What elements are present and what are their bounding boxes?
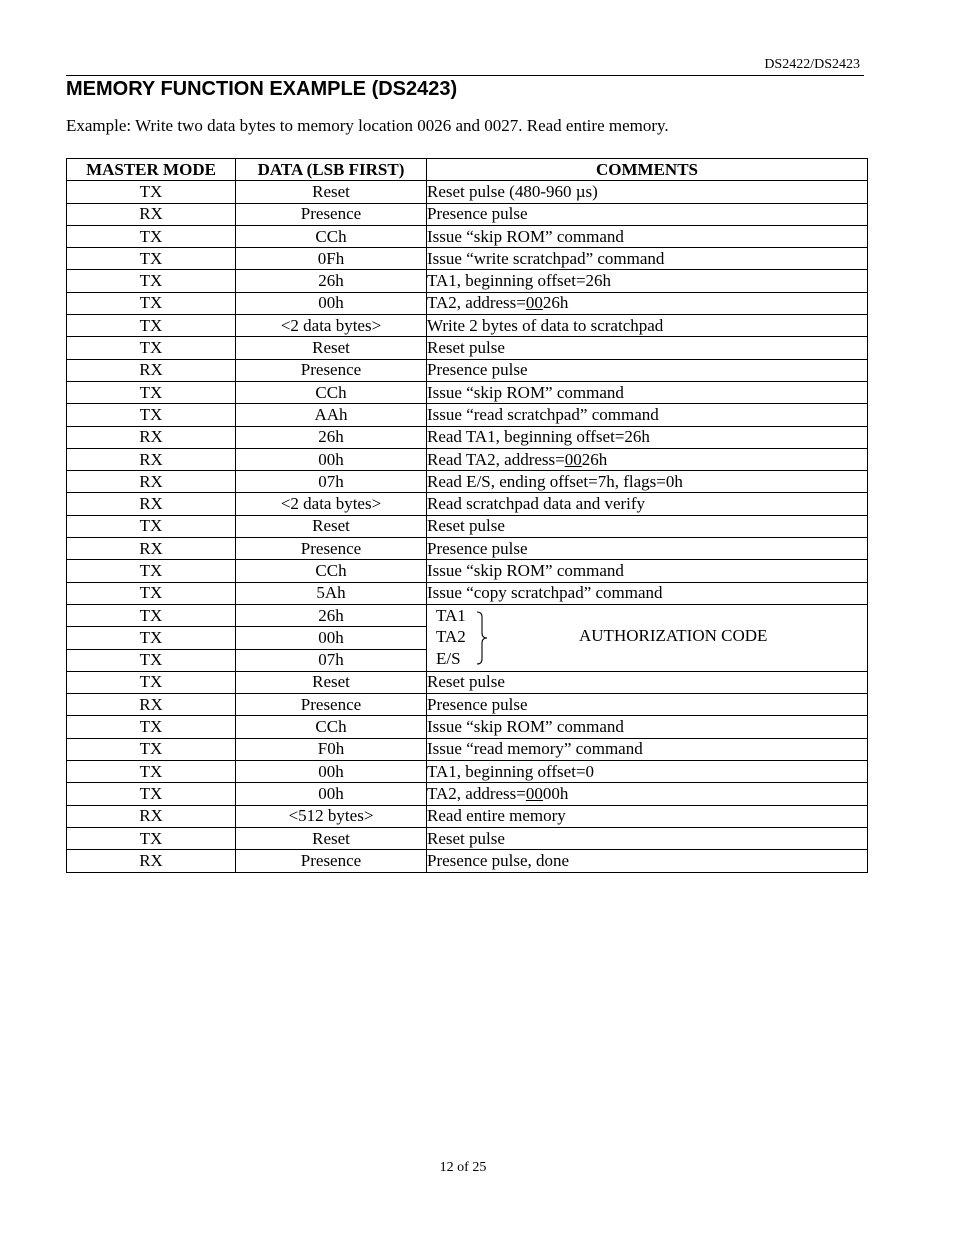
table-row — [67, 783, 868, 805]
master-mode-cell: TX — [67, 827, 236, 849]
comment-suffix: 26h — [581, 449, 608, 469]
data-cell: <512 bytes> — [236, 805, 427, 827]
master-mode-cell: TX — [67, 225, 236, 247]
authorization-code-text: AUTHORIZATION CODE — [579, 625, 768, 645]
master-mode-cell: TX — [67, 381, 236, 403]
data-cell: 0Fh — [236, 248, 427, 270]
data-cell: Reset — [236, 515, 427, 537]
master-mode-cell: RX — [67, 426, 236, 448]
comment-cell: Read entire memory — [427, 805, 868, 827]
master-mode-cell: TX — [67, 604, 236, 626]
authorization-code-cell — [427, 604, 868, 671]
comment-cell: TA1, beginning offset=0 — [427, 761, 868, 783]
data-cell: Presence — [236, 203, 427, 225]
memory-function-table — [66, 158, 868, 873]
comment-cell: TA1, beginning offset=26h — [427, 270, 868, 292]
comment-cell: Presence pulse — [427, 538, 868, 560]
data-cell: CCh — [236, 560, 427, 582]
table-row — [67, 738, 868, 760]
data-cell: 00h — [236, 448, 427, 470]
table-row — [67, 315, 868, 337]
authorization-label: TA2 — [436, 627, 466, 647]
comment-cell: Reset pulse — [427, 671, 868, 693]
master-mode-cell: RX — [67, 850, 236, 872]
authorization-labels — [436, 605, 466, 670]
data-cell: <2 data bytes> — [236, 315, 427, 337]
data-cell: 5Ah — [236, 582, 427, 604]
comment-underlined: 00 — [525, 783, 543, 803]
comment-cell: Issue “skip ROM” command — [427, 381, 868, 403]
data-cell: 00h — [236, 627, 427, 649]
master-mode-cell: TX — [67, 738, 236, 760]
master-mode-cell: TX — [67, 315, 236, 337]
master-mode-cell: TX — [67, 404, 236, 426]
master-mode-cell: RX — [67, 448, 236, 470]
data-cell: Presence — [236, 694, 427, 716]
comment-prefix: TA2, address= — [427, 783, 526, 803]
comment-cell — [427, 448, 868, 470]
table-row — [67, 471, 868, 493]
table-row — [67, 560, 868, 582]
master-mode-cell: TX — [67, 270, 236, 292]
table-row — [67, 671, 868, 693]
comment-cell — [427, 292, 868, 314]
data-cell: Reset — [236, 671, 427, 693]
comment-underlined: 00 — [564, 449, 582, 469]
master-mode-cell: TX — [67, 649, 236, 671]
comment-cell: Read TA1, beginning offset=26h — [427, 426, 868, 448]
table-body — [67, 181, 868, 872]
comment-cell: Reset pulse — [427, 515, 868, 537]
table-row — [67, 225, 868, 247]
master-mode-cell: TX — [67, 627, 236, 649]
data-cell: CCh — [236, 225, 427, 247]
data-cell: Reset — [236, 827, 427, 849]
table-row — [67, 761, 868, 783]
comment-cell: Issue “read scratchpad” command — [427, 404, 868, 426]
data-cell: Presence — [236, 538, 427, 560]
data-cell: 00h — [236, 761, 427, 783]
data-cell: CCh — [236, 381, 427, 403]
authorization-label: TA1 — [436, 605, 466, 625]
table-row — [67, 381, 868, 403]
comment-cell: Read scratchpad data and verify — [427, 493, 868, 515]
master-mode-cell: TX — [67, 761, 236, 783]
table-row — [67, 850, 868, 872]
master-mode-cell: RX — [67, 694, 236, 716]
data-cell: Presence — [236, 359, 427, 381]
data-cell: 26h — [236, 270, 427, 292]
data-cell: F0h — [236, 738, 427, 760]
page-number: 12 of 25 — [439, 1160, 487, 1175]
data-cell: <2 data bytes> — [236, 493, 427, 515]
comment-suffix: 26h — [542, 293, 569, 313]
data-cell: Reset — [236, 181, 427, 203]
table-row — [67, 493, 868, 515]
intro-text: Example: Write two data bytes to memory location 0026 and 0027. Read entire memory. — [66, 116, 669, 135]
section-title: MEMORY FUNCTION EXAMPLE (DS2423) — [66, 78, 458, 100]
header-master-mode: MASTER MODE — [67, 159, 236, 181]
authorization-label: E/S — [436, 648, 461, 668]
comment-cell: Presence pulse — [427, 203, 868, 225]
table-row — [67, 448, 868, 470]
data-cell: 07h — [236, 649, 427, 671]
comment-cell: Issue “skip ROM” command — [427, 560, 868, 582]
master-mode-cell: TX — [67, 515, 236, 537]
comment-cell: Presence pulse — [427, 694, 868, 716]
master-mode-cell: RX — [67, 203, 236, 225]
comment-cell: Presence pulse — [427, 359, 868, 381]
comment-cell: Issue “read memory” command — [427, 738, 868, 760]
table-row — [67, 203, 868, 225]
comment-cell — [427, 783, 868, 805]
table-row — [67, 404, 868, 426]
table-row — [67, 426, 868, 448]
data-cell: CCh — [236, 716, 427, 738]
table-row — [67, 515, 868, 537]
table-row — [67, 181, 868, 203]
data-cell: 00h — [236, 292, 427, 314]
table-row — [67, 604, 868, 626]
header-comments: COMMENTS — [427, 159, 868, 181]
comment-cell: Write 2 bytes of data to scratchpad — [427, 315, 868, 337]
comment-cell: Issue “write scratchpad” command — [427, 248, 868, 270]
table-row — [67, 805, 868, 827]
comment-underlined: 00 — [525, 293, 543, 313]
comment-cell: Presence pulse, done — [427, 850, 868, 872]
data-cell: 26h — [236, 604, 427, 626]
table-row — [67, 292, 868, 314]
master-mode-cell: TX — [67, 248, 236, 270]
master-mode-cell: TX — [67, 582, 236, 604]
comment-suffix: 00h — [542, 783, 569, 803]
comment-cell: Reset pulse — [427, 827, 868, 849]
data-cell: 00h — [236, 783, 427, 805]
table-row — [67, 359, 868, 381]
curly-brace-icon — [475, 611, 489, 665]
master-mode-cell: TX — [67, 671, 236, 693]
data-cell: 07h — [236, 471, 427, 493]
comment-cell: Reset pulse (480-960 µs) — [427, 181, 868, 203]
table-row — [67, 538, 868, 560]
data-cell: Reset — [236, 337, 427, 359]
comment-prefix: Read TA2, address= — [427, 449, 565, 469]
table-row — [67, 716, 868, 738]
master-mode-cell: TX — [67, 337, 236, 359]
comment-cell: Issue “skip ROM” command — [427, 716, 868, 738]
header-part-numbers: DS2422/DS2423 — [764, 57, 860, 72]
table-row — [67, 337, 868, 359]
table-header-row — [67, 159, 868, 181]
data-cell: AAh — [236, 404, 427, 426]
master-mode-cell: TX — [67, 560, 236, 582]
comment-cell: Read E/S, ending offset=7h, flags=0h — [427, 471, 868, 493]
table-row — [67, 582, 868, 604]
header-data-lsb-first: DATA (LSB FIRST) — [236, 159, 427, 181]
master-mode-cell: RX — [67, 538, 236, 560]
data-cell: 26h — [236, 426, 427, 448]
table-row — [67, 248, 868, 270]
master-mode-cell: TX — [67, 292, 236, 314]
master-mode-cell: TX — [67, 783, 236, 805]
data-cell: Presence — [236, 850, 427, 872]
comment-cell: Issue “copy scratchpad” command — [427, 582, 868, 604]
master-mode-cell: RX — [67, 471, 236, 493]
master-mode-cell: RX — [67, 805, 236, 827]
table-row — [67, 694, 868, 716]
comment-prefix: TA2, address= — [427, 293, 526, 313]
master-mode-cell: TX — [67, 716, 236, 738]
table-row — [67, 827, 868, 849]
master-mode-cell: RX — [67, 493, 236, 515]
comment-cell: Issue “skip ROM” command — [427, 225, 868, 247]
master-mode-cell: RX — [67, 359, 236, 381]
comment-cell: Reset pulse — [427, 337, 868, 359]
master-mode-cell: TX — [67, 181, 236, 203]
table-row — [67, 270, 868, 292]
